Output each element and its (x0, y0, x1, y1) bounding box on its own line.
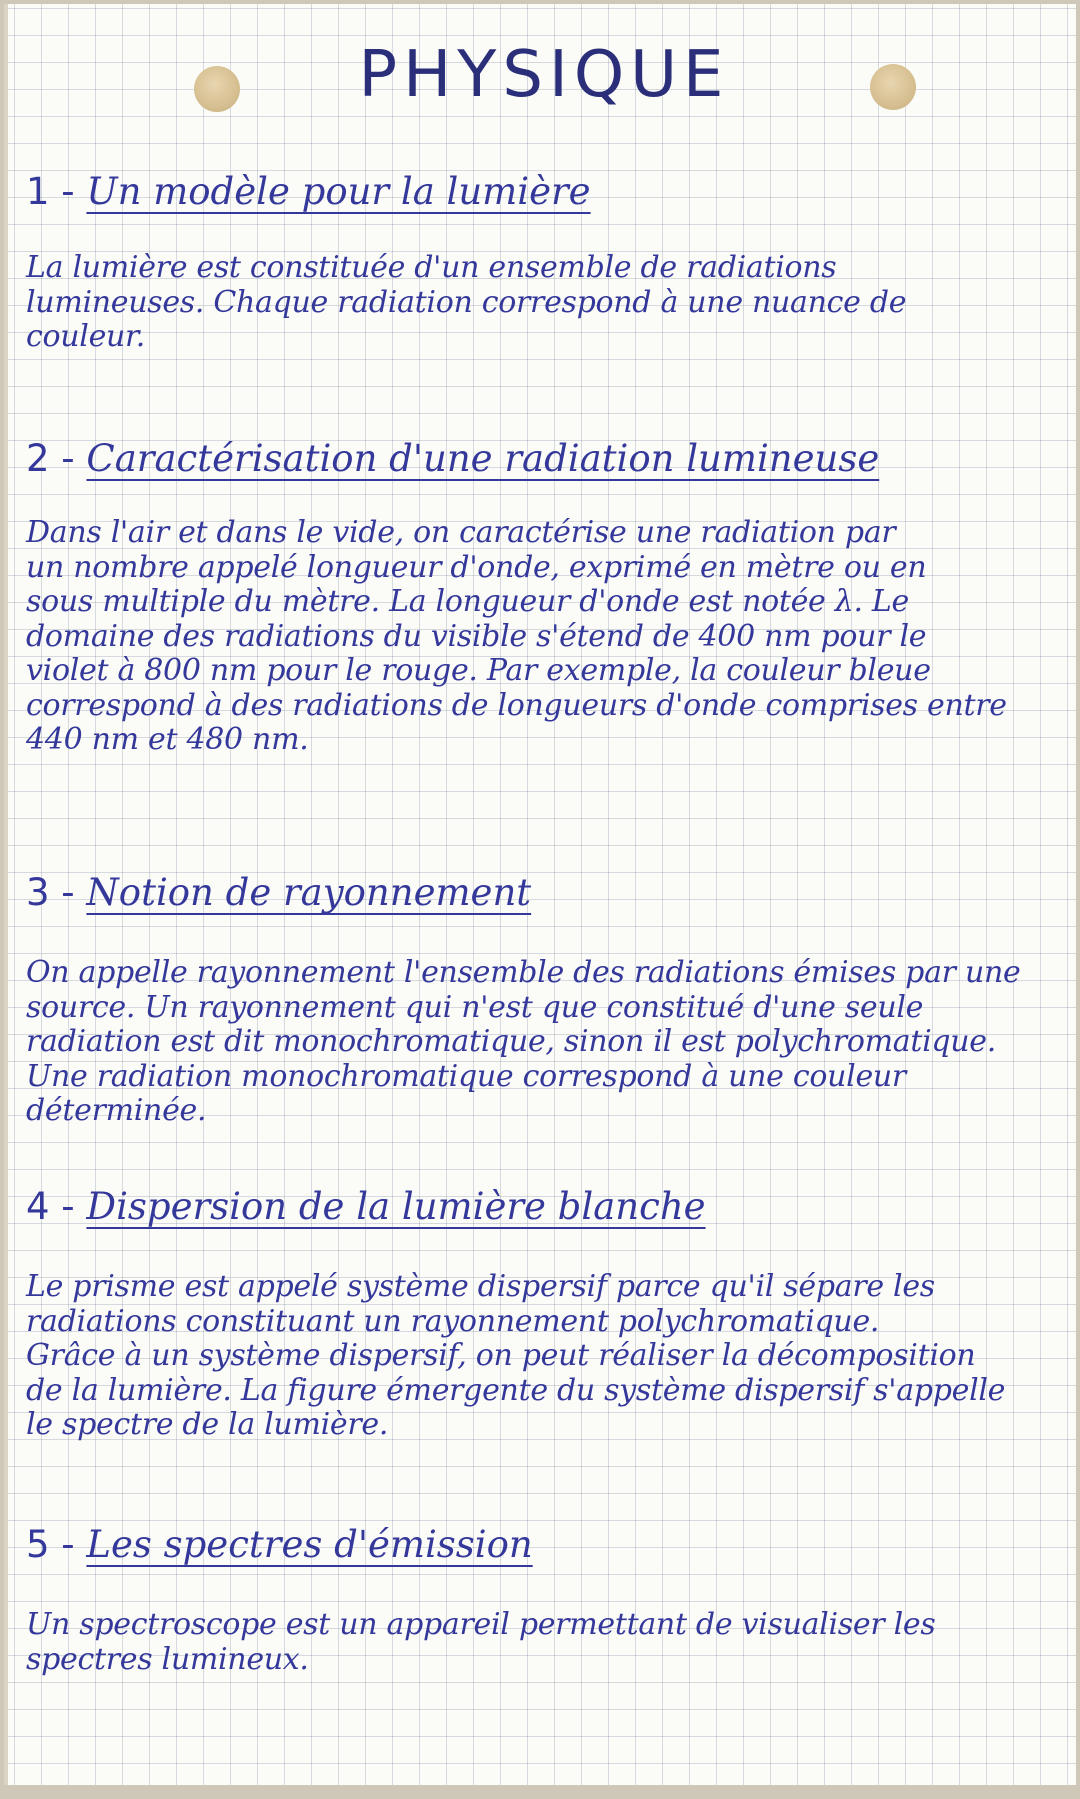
paragraph-line: Une radiation monochromatique correspond à une couleur déterminée. (26, 1058, 906, 1128)
section-title: Dispersion de la lumière blanche (86, 1185, 706, 1228)
paragraph-line: La lumière est constituée d'un ensemble de radiations (26, 250, 837, 285)
section-number: 2 - (26, 437, 75, 480)
section-body (26, 1270, 1066, 1443)
paragraph-line: Grâce à un système dispersif, on peut réaliser la décomposition (26, 1338, 976, 1373)
paragraph-line: un nombre appelé longueur d'onde, exprimé en mètre ou en (26, 549, 927, 585)
section-title: Caractérisation d'une radiation lumineuse (86, 437, 880, 480)
page-title: PHYSIQUE (358, 38, 730, 112)
section-1 (26, 169, 1066, 355)
paragraph-line: Dans l'air et dans le vide, on caractérise une radiation par (26, 515, 896, 550)
paragraph-line: sous multiple du mètre. La longueur d'onde est notée λ. Le (26, 584, 910, 619)
paragraph-line: Le prisme est appelé système dispersif parce qu'il sépare les (26, 1269, 935, 1304)
paragraph-line: le spectre de la lumière. (26, 1407, 389, 1442)
section-body (26, 516, 1066, 758)
section-2 (26, 436, 1066, 758)
paragraph-line: couleur. (26, 319, 146, 354)
section-5 (26, 1522, 1066, 1677)
section-title: Notion de rayonnement (86, 871, 532, 914)
section-heading (26, 169, 1066, 215)
section-title: Les spectres d'émission (86, 1523, 533, 1566)
paragraph-line: Un spectroscope est un appareil permettant de visualiser les (26, 1607, 936, 1642)
paragraph-line: On appelle rayonnement l'ensemble des radiations émises par une (26, 955, 1021, 990)
section-number: 4 - (26, 1185, 75, 1228)
paragraph-line: de la lumière. La figure émergente du système dispersif s'appelle (26, 1372, 1006, 1408)
section-heading (26, 870, 1066, 916)
paragraph-line: domaine des radiations du visible s'étend de 400 nm pour le (26, 618, 927, 654)
section-body (26, 956, 1066, 1129)
notebook-page (4, 4, 1076, 1785)
section-heading (26, 1184, 1066, 1230)
paragraph-line: source. Un rayonnement qui n'est que constitué d'une seule (26, 989, 924, 1025)
paragraph-line: violet à 800 nm pour le rouge. Par exemple, la couleur bleue (26, 653, 931, 688)
section-number: 1 - (26, 170, 75, 213)
paragraph-line: lumineuses. Chaque radiation correspond à une nuance de (26, 284, 907, 320)
paragraph-line: spectres lumineux. (26, 1641, 309, 1677)
section-heading (26, 1522, 1066, 1568)
section-number: 5 - (26, 1523, 75, 1566)
section-3 (26, 870, 1066, 1129)
paragraph-line: radiations constituant un rayonnement polychromatique. (26, 1303, 880, 1339)
section-title: Un modèle pour la lumière (86, 170, 591, 213)
section-4 (26, 1184, 1066, 1443)
paragraph-line: 440 nm et 480 nm. (26, 722, 309, 757)
section-body (26, 1608, 1066, 1677)
paragraph-line: radiation est dit monochromatique, sinon il est polychromatique. (26, 1024, 996, 1059)
section-heading (26, 436, 1066, 482)
paragraph-line: correspond à des radiations de longueurs d'onde comprises entre (26, 687, 1007, 723)
section-body (26, 251, 1066, 355)
section-number: 3 - (26, 871, 75, 914)
